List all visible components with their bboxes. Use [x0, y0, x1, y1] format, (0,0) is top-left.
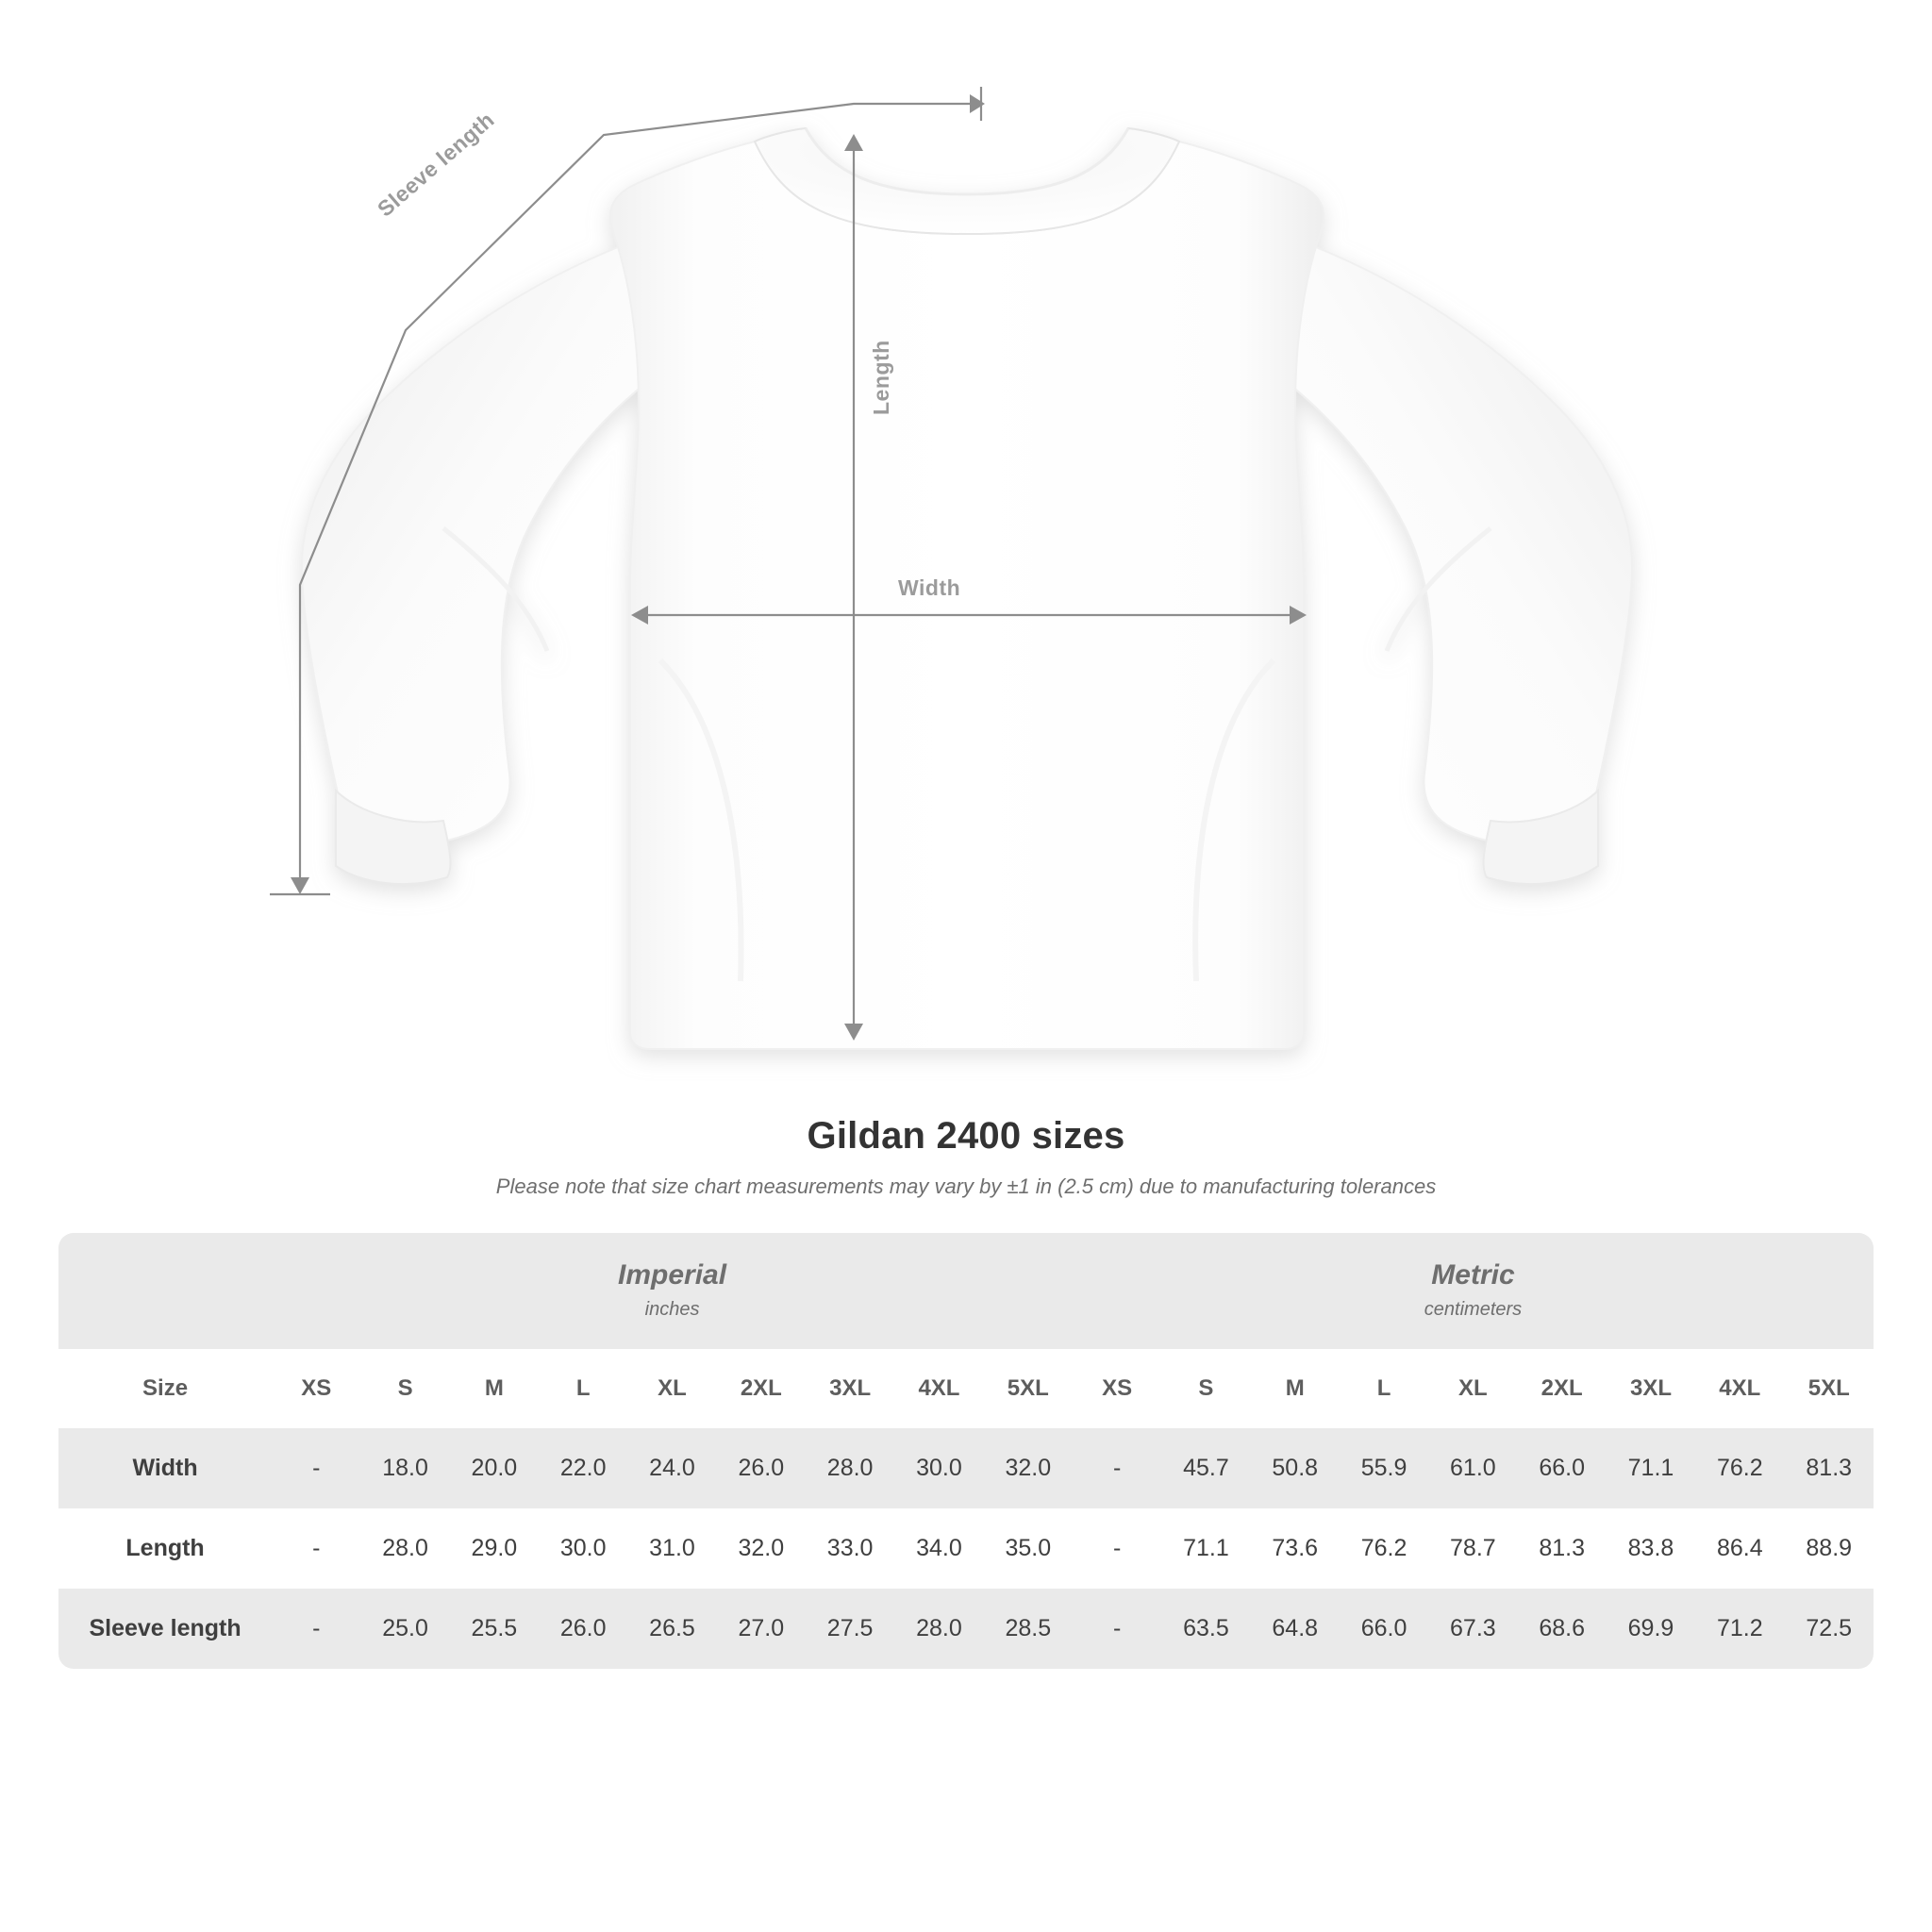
col-header-imp-s: S — [360, 1349, 449, 1428]
cell-sleeve-met-s: 63.5 — [1161, 1589, 1250, 1669]
shirt-body-group — [302, 128, 1632, 1049]
cell-sleeve-imp-3xl: 27.5 — [806, 1589, 894, 1669]
cell-width-met-2xl: 66.0 — [1518, 1428, 1607, 1508]
col-header-met-3xl: 3XL — [1607, 1349, 1695, 1428]
cell-width-imp-3xl: 28.0 — [806, 1428, 894, 1508]
cell-width-met-xl: 61.0 — [1428, 1428, 1517, 1508]
cell-length-met-2xl: 81.3 — [1518, 1508, 1607, 1589]
cell-width-imp-xs: - — [272, 1428, 360, 1508]
cell-width-met-xs: - — [1073, 1428, 1161, 1508]
cell-sleeve-met-l: 66.0 — [1340, 1589, 1428, 1669]
cell-sleeve-met-2xl: 68.6 — [1518, 1589, 1607, 1669]
cell-length-imp-3xl: 33.0 — [806, 1508, 894, 1589]
col-header-imp-xs: XS — [272, 1349, 360, 1428]
col-header-imp-5xl: 5XL — [984, 1349, 1073, 1428]
col-header-imp-4xl: 4XL — [894, 1349, 983, 1428]
cell-width-imp-m: 20.0 — [450, 1428, 539, 1508]
cell-length-imp-5xl: 35.0 — [984, 1508, 1073, 1589]
size-table-wrapper — [58, 1233, 1874, 1669]
title-block — [0, 1115, 1932, 1199]
cell-length-imp-xl: 31.0 — [627, 1508, 716, 1589]
unit-group-metric-sub: centimeters — [1424, 1298, 1523, 1320]
col-header-imp-xl: XL — [627, 1349, 716, 1428]
size-header-row — [58, 1349, 1874, 1428]
unit-group-imperial — [272, 1233, 1073, 1349]
cell-sleeve-met-5xl: 72.5 — [1784, 1589, 1874, 1669]
col-header-met-4xl: 4XL — [1695, 1349, 1784, 1428]
sleeve-length-label: Sleeve length — [373, 107, 499, 222]
cell-length-met-m: 73.6 — [1251, 1508, 1340, 1589]
cell-width-met-5xl: 81.3 — [1784, 1428, 1874, 1508]
right-sleeve — [1255, 245, 1632, 848]
col-header-imp-3xl: 3XL — [806, 1349, 894, 1428]
cell-sleeve-imp-2xl: 27.0 — [717, 1589, 806, 1669]
cell-length-met-5xl: 88.9 — [1784, 1508, 1874, 1589]
cell-sleeve-met-xs: - — [1073, 1589, 1161, 1669]
cell-length-met-3xl: 83.8 — [1607, 1508, 1695, 1589]
unit-spacer — [58, 1233, 272, 1349]
cell-length-met-xs: - — [1073, 1508, 1161, 1589]
col-header-met-2xl: 2XL — [1518, 1349, 1607, 1428]
cell-width-met-m: 50.8 — [1251, 1428, 1340, 1508]
cell-length-imp-2xl: 32.0 — [717, 1508, 806, 1589]
col-header-imp-m: M — [450, 1349, 539, 1428]
table-row — [58, 1508, 1874, 1589]
unit-group-row — [58, 1233, 1874, 1349]
sleeve-arrow-top — [970, 94, 985, 113]
table-row — [58, 1428, 1874, 1508]
cell-length-imp-s: 28.0 — [360, 1508, 449, 1589]
cell-sleeve-imp-xl: 26.5 — [627, 1589, 716, 1669]
sleeve-arrow-bottom — [291, 877, 309, 894]
cell-width-imp-l: 22.0 — [539, 1428, 627, 1508]
cell-sleeve-imp-m: 25.5 — [450, 1589, 539, 1669]
row-label-sleeve-length: Sleeve length — [58, 1589, 272, 1669]
cell-length-met-xl: 78.7 — [1428, 1508, 1517, 1589]
unit-group-imperial-sub: inches — [644, 1298, 700, 1320]
cell-length-met-s: 71.1 — [1161, 1508, 1250, 1589]
col-header-met-xl: XL — [1428, 1349, 1517, 1428]
unit-group-metric-name: Metric — [1431, 1259, 1515, 1291]
page-title: Gildan 2400 sizes — [807, 1115, 1125, 1157]
left-sleeve — [302, 245, 679, 848]
size-table — [58, 1233, 1874, 1669]
col-header-met-m: M — [1251, 1349, 1340, 1428]
row-label-length: Length — [58, 1508, 272, 1589]
cell-length-imp-xs: - — [272, 1508, 360, 1589]
cell-width-met-l: 55.9 — [1340, 1428, 1428, 1508]
size-header-label: Size — [58, 1349, 272, 1428]
cell-length-imp-l: 30.0 — [539, 1508, 627, 1589]
cell-sleeve-imp-l: 26.0 — [539, 1589, 627, 1669]
col-header-met-xs: XS — [1073, 1349, 1161, 1428]
cell-sleeve-met-m: 64.8 — [1251, 1589, 1340, 1669]
unit-group-metric — [1073, 1233, 1874, 1349]
length-label: Length — [869, 340, 893, 415]
cell-length-met-l: 76.2 — [1340, 1508, 1428, 1589]
cell-width-imp-s: 18.0 — [360, 1428, 449, 1508]
cell-width-met-3xl: 71.1 — [1607, 1428, 1695, 1508]
cell-sleeve-imp-s: 25.0 — [360, 1589, 449, 1669]
cell-sleeve-imp-5xl: 28.5 — [984, 1589, 1073, 1669]
table-row — [58, 1589, 1874, 1669]
cell-sleeve-imp-xs: - — [272, 1589, 360, 1669]
cell-length-met-4xl: 86.4 — [1695, 1508, 1784, 1589]
cell-sleeve-met-xl: 67.3 — [1428, 1589, 1517, 1669]
cell-width-imp-xl: 24.0 — [627, 1428, 716, 1508]
unit-group-imperial-name: Imperial — [618, 1259, 727, 1291]
width-label: Width — [898, 575, 961, 600]
cell-length-imp-4xl: 34.0 — [894, 1508, 983, 1589]
cell-sleeve-imp-4xl: 28.0 — [894, 1589, 983, 1669]
cell-width-imp-5xl: 32.0 — [984, 1428, 1073, 1508]
row-label-width: Width — [58, 1428, 272, 1508]
col-header-met-l: L — [1340, 1349, 1428, 1428]
shirt-torso — [610, 142, 1324, 1049]
cell-width-imp-4xl: 30.0 — [894, 1428, 983, 1508]
col-header-imp-l: L — [539, 1349, 627, 1428]
col-header-met-5xl: 5XL — [1784, 1349, 1874, 1428]
cell-sleeve-met-4xl: 71.2 — [1695, 1589, 1784, 1669]
cell-width-met-s: 45.7 — [1161, 1428, 1250, 1508]
cell-length-imp-m: 29.0 — [450, 1508, 539, 1589]
col-header-imp-2xl: 2XL — [717, 1349, 806, 1428]
page-subtitle: Please note that size chart measurements may vary by ±1 in (2.5 cm) due to manufacturing tolerances — [495, 1174, 1437, 1198]
length-arrow-top — [844, 134, 863, 151]
cell-sleeve-met-3xl: 69.9 — [1607, 1589, 1695, 1669]
cell-width-imp-2xl: 26.0 — [717, 1428, 806, 1508]
cell-width-met-4xl: 76.2 — [1695, 1428, 1784, 1508]
col-header-met-s: S — [1161, 1349, 1250, 1428]
